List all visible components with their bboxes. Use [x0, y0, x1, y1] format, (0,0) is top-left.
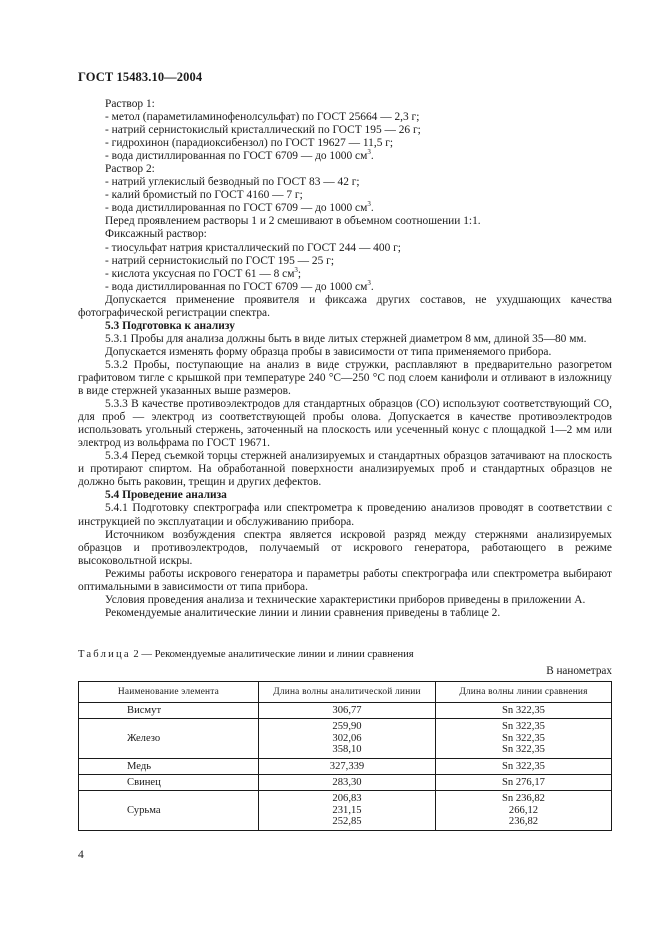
list-item	[78, 265, 612, 281]
analytical-line-value: 231,15	[332, 804, 362, 816]
reference-line-cell	[436, 791, 612, 830]
paragraph: Рекомендуемые аналитические линии и линии сравнения приведены в таблице 2.	[105, 606, 501, 619]
punct: .	[370, 150, 374, 163]
paragraph: 5.3.1 Пробы для анализа должны быть в виде литых стержней диаметром 8 мм, длиной 35—80 мм.	[105, 332, 587, 345]
analytical-line-value: 252,85	[332, 816, 362, 828]
reference-line-value: Sn 236,82	[502, 793, 545, 805]
reference-line-value: Sn 322,35	[502, 705, 545, 716]
list-item	[78, 278, 612, 294]
column-header: Длина волны линии сравнения	[436, 682, 612, 703]
list-item: - метол (параметиламинофенолсульфат) по ГОСТ 25664 — 2,3 г;	[105, 111, 420, 124]
reference-line-cell	[436, 719, 612, 758]
analytical-line-value: 306,77	[332, 705, 362, 716]
paragraph: Условия проведения анализа и технические характеристики приборов приведены в приложении А.	[105, 593, 586, 606]
list-item: - натрий сернистокислый кристаллический по ГОСТ 195 — 26 г;	[105, 124, 421, 137]
column-header: Длина волны аналитической линии	[259, 682, 436, 703]
solution-1-title: Раствор 1:	[105, 98, 155, 110]
document-body	[78, 98, 612, 620]
analytical-line-cell	[259, 703, 436, 719]
reference-line-value: 236,82	[508, 816, 539, 828]
punct: ;	[297, 267, 302, 280]
list-item: - гидрохинон (парадиоксибензол) по ГОСТ 19627 — 11,5 г;	[105, 137, 394, 150]
analytical-line-value: 206,83	[332, 793, 362, 805]
list-item-text: - вода дистиллированная по ГОСТ 6709 — до 1000 см	[105, 150, 368, 163]
paragraph: Источником возбуждения спектра является искровой разряд между стержнями анализируемых образцов и противоэлектродов, получаемый от искрового генератора, работающего в режиме высоковольтной искры.	[78, 528, 612, 567]
table-row	[79, 775, 612, 791]
table-caption	[78, 648, 612, 661]
paragraph: Режимы работы искрового генератора и параметры работы спектрографа или спектрометра выбирают оптимальными в зависимости от типа прибора.	[78, 567, 612, 593]
analytical-line-cell	[259, 791, 436, 830]
analytical-line-cell	[259, 719, 436, 758]
list-item	[78, 150, 612, 163]
fixer-title: Фиксажный раствор:	[105, 228, 207, 241]
section-heading: 5.4 Проведение анализа	[105, 489, 227, 502]
paragraph: 5.4.1 Подготовку спектрографа или спектрометра к проведению анализов проводят в соответствии с инструкцией по эксплуатации и обслуживанию прибора.	[78, 502, 612, 528]
reference-line-cell	[436, 775, 612, 791]
analytical-line-value: 358,10	[332, 744, 362, 756]
list-item-text: - вода дистиллированная по ГОСТ 6709 — до 1000 см	[105, 280, 368, 293]
paragraph: 5.3.2 Пробы, поступающие на анализ в виде стружки, расплавляют в предварительно разогретом графитовом тигле с крышкой при температуре 240 °С—250 °С под слоем канифоли и отливают в изложницу в виде стержней указанных выше размеров.	[78, 358, 612, 398]
reference-line-cell	[436, 758, 612, 774]
superscript: 3	[367, 200, 371, 209]
analytical-line-value: 283,30	[332, 777, 362, 789]
table-row	[79, 758, 612, 774]
element-name-cell: Сурьма	[79, 791, 259, 830]
table-row	[79, 791, 612, 830]
superscript: 3	[367, 148, 371, 157]
page-number: 4	[78, 848, 84, 861]
analytical-line-value: 302,06	[332, 732, 362, 744]
paragraph: Допускается применение проявителя и фиксажа других составов, не ухудшающих качества фотографической регистрации спектра.	[78, 293, 612, 319]
reference-line-value: Sn 276,17	[502, 777, 545, 789]
solution-2-title: Раствор 2:	[105, 163, 155, 176]
list-item: - натрий углекислый безводный по ГОСТ 83 — 42 г;	[105, 176, 360, 189]
list-item: - натрий сернистокислый по ГОСТ 195 — 25 г;	[105, 254, 334, 267]
element-name-cell: Висмут	[79, 703, 259, 719]
reference-line-value: Sn 322,35	[502, 744, 545, 756]
paragraph: Перед проявлением растворы 1 и 2 смешивают в объемном соотношении 1:1.	[105, 215, 481, 228]
column-header: Наименование элемента	[79, 682, 259, 703]
standard-header: ГОСТ 15483.10—2004	[78, 70, 203, 84]
list-item: - тиосульфат натрия кристаллический по ГОСТ 244 — 400 г;	[105, 241, 401, 254]
punct: .	[370, 202, 374, 215]
table-caption-word: Таблица	[78, 649, 131, 660]
element-name-cell: Железо	[79, 719, 259, 758]
table-header-row	[79, 682, 612, 703]
list-item: - калий бромистый по ГОСТ 4160 — 7 г;	[105, 189, 303, 202]
reference-line-value: Sn 322,35	[502, 732, 545, 744]
table-row	[79, 719, 612, 758]
table-caption-text: 2 — Рекомендуемые аналитические линии и линии сравнения	[133, 649, 414, 660]
list-item	[78, 202, 612, 215]
wavelength-table	[78, 681, 612, 831]
section-heading: 5.3 Подготовка к анализу	[105, 319, 235, 332]
analytical-line-value: 327,339	[329, 760, 365, 772]
analytical-line-cell	[259, 758, 436, 774]
reference-line-value: 266,12	[508, 804, 539, 816]
reference-line-cell	[436, 703, 612, 719]
list-item-text: - вода дистиллированная по ГОСТ 6709 — до 1000 см	[105, 202, 368, 215]
paragraph: 5.3.3 В качестве противоэлектродов для стандартных образцов (СО) используют соответствующий СО, для проб — электрод из соответствующей пробы олова. Допускается в качестве противоэлектродов использовать угольный стержень, заточенный на плоскость или усеченный конус с площадкой 1—2 мм или электрод из вольфрама по ГОСТ 19671.	[78, 398, 612, 450]
reference-line-value: Sn 322,35	[502, 760, 545, 772]
analytical-line-cell	[259, 775, 436, 791]
element-name-cell: Медь	[79, 758, 259, 774]
superscript: 3	[367, 278, 371, 287]
superscript: 3	[294, 265, 298, 274]
punct: .	[370, 280, 374, 293]
table-body	[79, 703, 612, 831]
table-row	[79, 703, 612, 719]
reference-line-value: Sn 322,35	[502, 721, 545, 733]
paragraph: Допускается изменять форму образца пробы в зависимости от типа применяемого прибора.	[105, 345, 552, 358]
element-name-cell: Свинец	[79, 775, 259, 791]
analytical-line-value: 259,90	[332, 721, 362, 733]
table-units: В нанометрах	[546, 665, 612, 677]
list-item-text: - кислота уксусная по ГОСТ 61 — 8 см	[105, 267, 295, 280]
paragraph: 5.3.4 Перед съемкой торцы стержней анализируемых и стандартных образцов затачивают на плоскость и протирают спиртом. На обработанной поверхности анализируемых проб и стандартных образцов не должно быть раковин, трещин и других дефектов.	[78, 450, 612, 489]
